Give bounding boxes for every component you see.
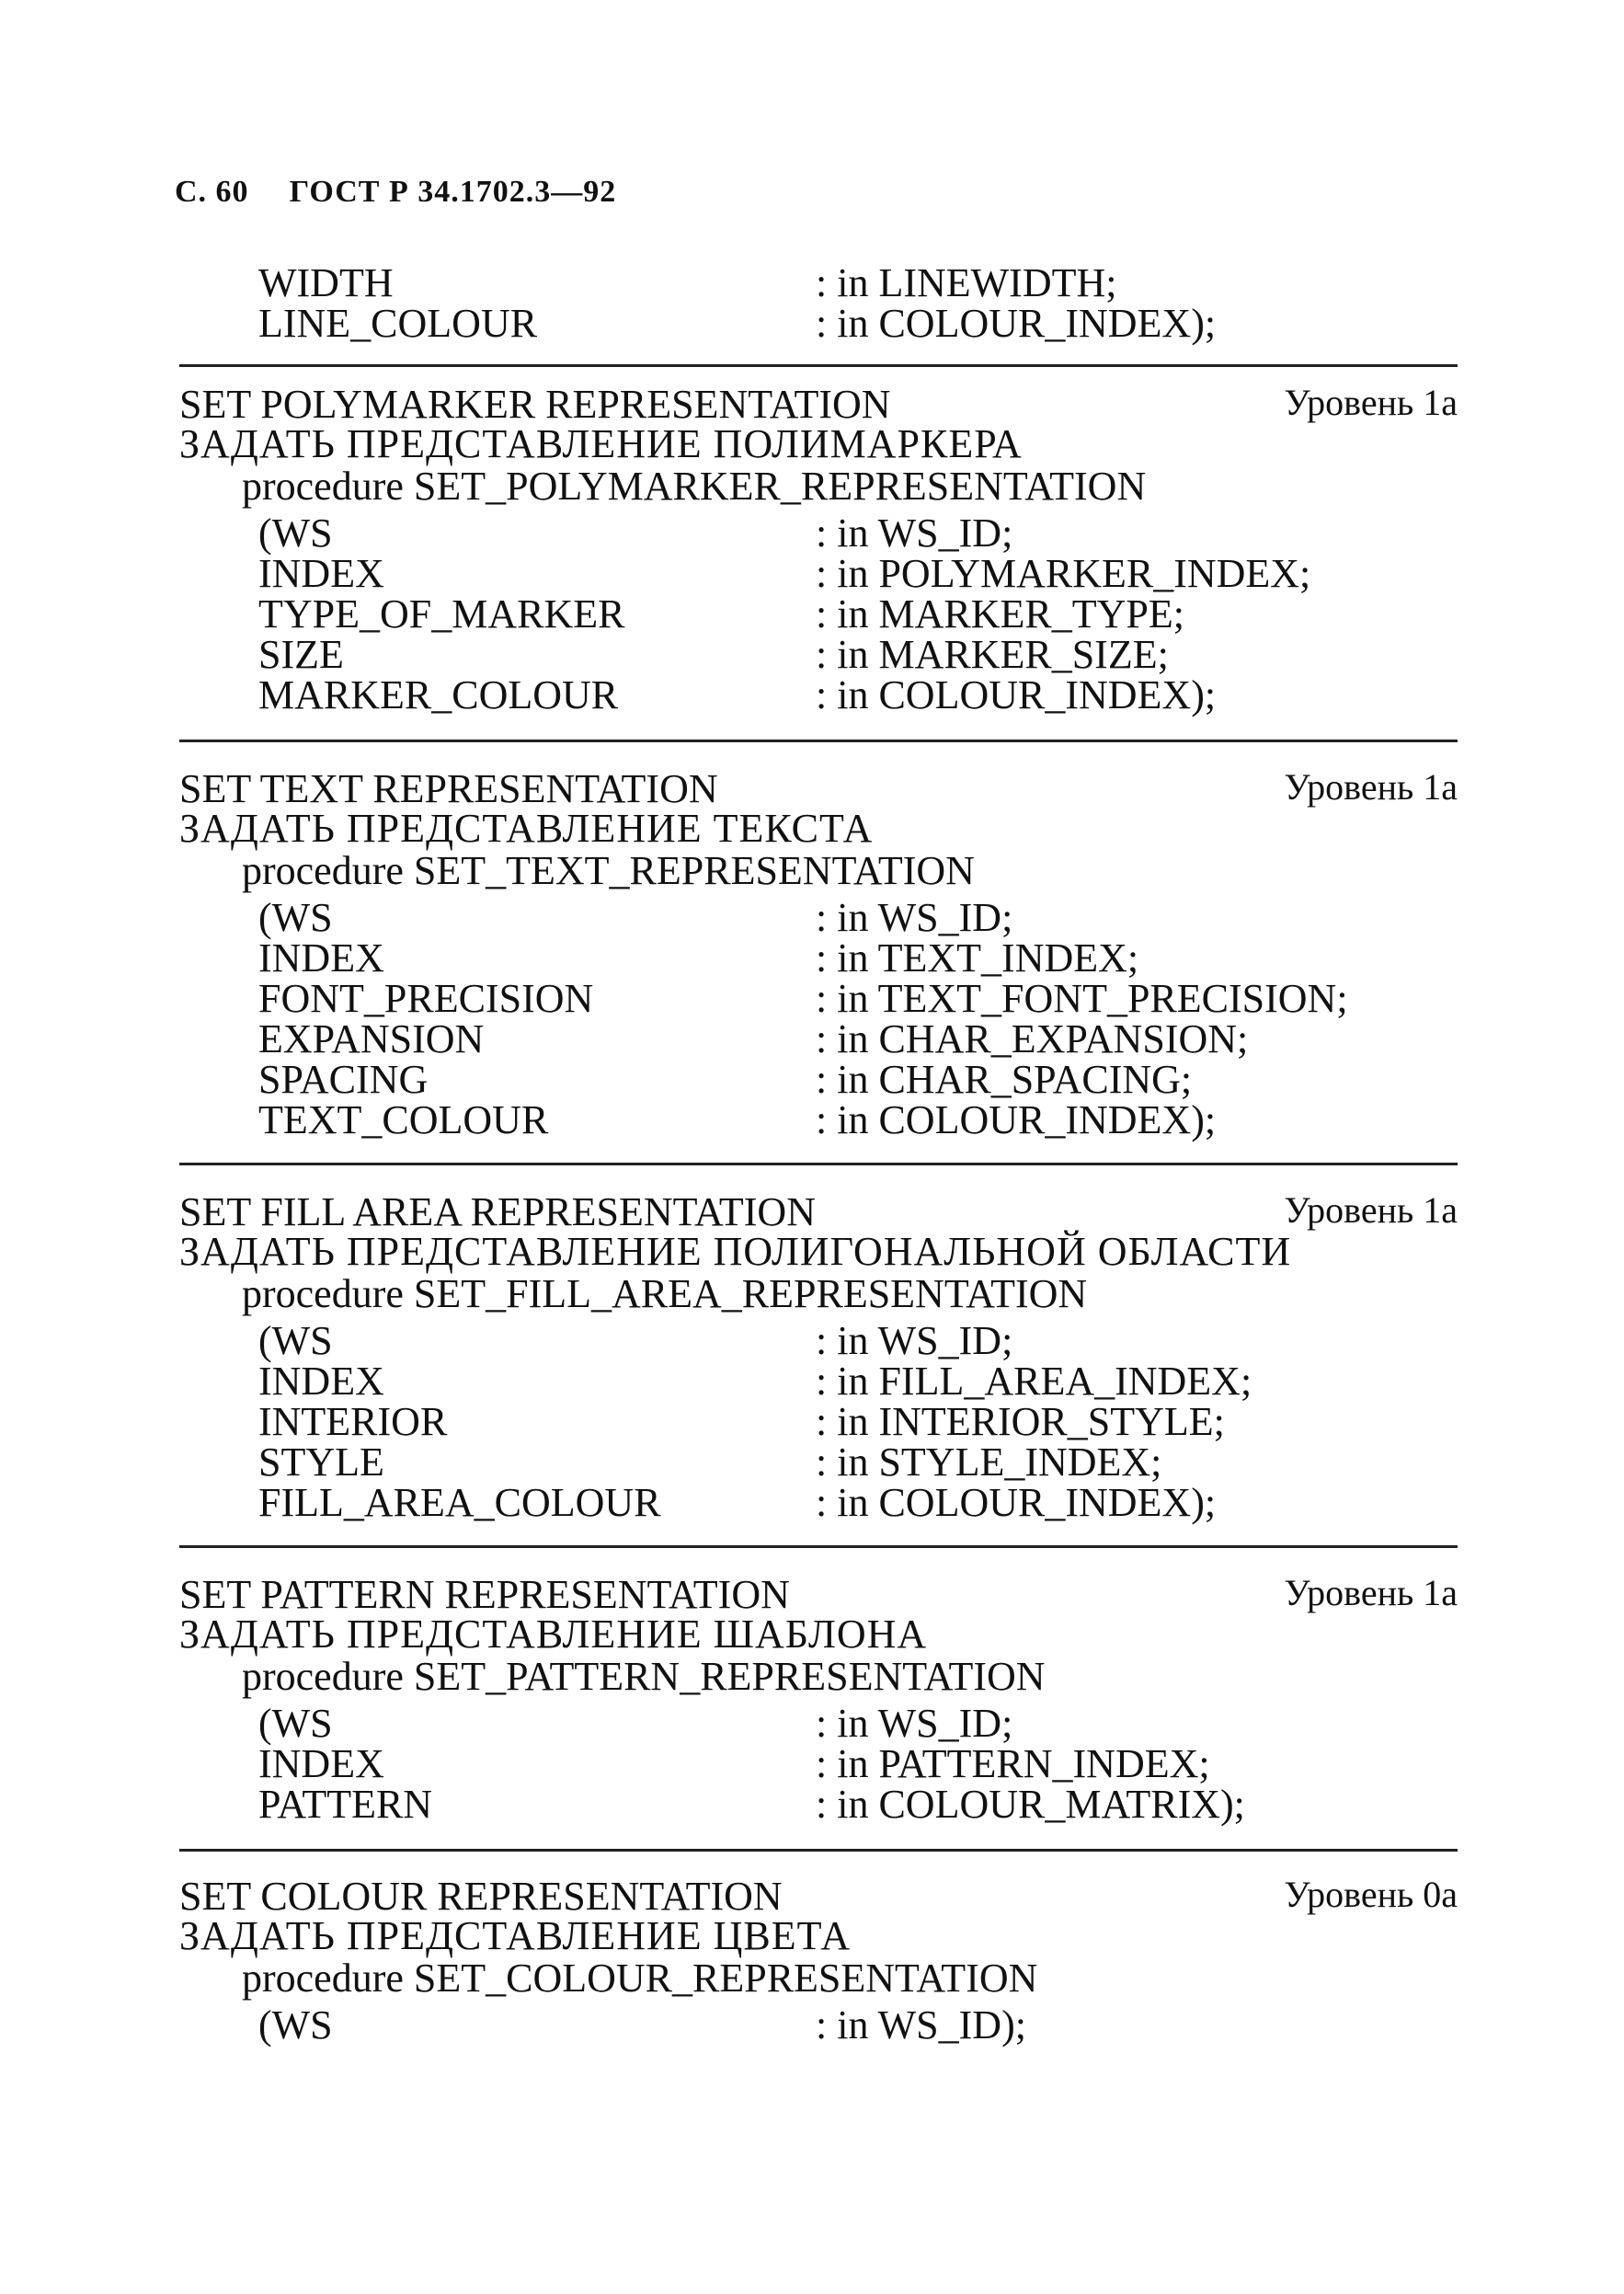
block-title-en: SET POLYMARKER REPRESENTATION xyxy=(179,382,891,427)
block-title-ru: ЗАДАТЬ ПРЕДСТАВЛЕНИЕ ЦВЕТА xyxy=(179,1913,852,1958)
param-name: (WS xyxy=(258,510,333,556)
param-row xyxy=(179,550,1458,596)
block-title-row xyxy=(179,765,1458,811)
param-type: : in LINEWIDTH; xyxy=(816,260,1117,305)
param-name: INDEX xyxy=(258,1741,384,1786)
param-row xyxy=(179,1096,1458,1142)
param-type: : in COLOUR_INDEX); xyxy=(816,301,1217,346)
procedure-signature: procedure SET_TEXT_REPRESENTATION xyxy=(242,848,975,893)
level-label: Уровень 1а xyxy=(1284,766,1458,808)
param-name: INDEX xyxy=(258,551,384,596)
param-list xyxy=(179,2002,1458,2047)
param-name: LINE_COLOUR xyxy=(258,301,538,346)
procedure-signature: procedure SET_PATTERN_REPRESENTATION xyxy=(242,1654,1046,1699)
param-name: (WS xyxy=(258,1318,333,1363)
block-title-en: SET FILL AREA REPRESENTATION xyxy=(179,1189,816,1234)
block-title-row xyxy=(179,1571,1458,1617)
param-list xyxy=(179,510,1458,717)
param-type: : in COLOUR_INDEX); xyxy=(816,1480,1217,1525)
param-row xyxy=(179,591,1458,637)
procedure-block xyxy=(179,381,1458,717)
divider xyxy=(179,1163,1458,1165)
param-type: : in STYLE_INDEX; xyxy=(816,1439,1162,1485)
param-row xyxy=(179,894,1458,940)
param-row xyxy=(179,671,1458,717)
param-type: : in FILL_AREA_INDEX; xyxy=(816,1359,1252,1404)
divider xyxy=(179,740,1458,742)
divider xyxy=(179,1545,1458,1548)
param-row xyxy=(179,631,1458,677)
param-type: : in PATTERN_INDEX; xyxy=(816,1741,1210,1786)
block-title-row xyxy=(179,381,1458,427)
block-title-en: SET COLOUR REPRESENTATION xyxy=(179,1874,783,1919)
block-title-ru: ЗАДАТЬ ПРЕДСТАВЛЕНИЕ ПОЛИГОНАЛЬНОЙ ОБЛАСТИ xyxy=(179,1229,1292,1274)
param-row xyxy=(179,1479,1458,1525)
block-title-ru: ЗАДАТЬ ПРЕДСТАВЛЕНИЕ ШАБЛОНА xyxy=(179,1612,928,1657)
param-type: : in COLOUR_INDEX); xyxy=(816,1097,1217,1142)
param-row xyxy=(179,1015,1458,1061)
param-type: : in INTERIOR_STYLE; xyxy=(816,1399,1225,1444)
level-label: Уровень 1а xyxy=(1284,1572,1458,1613)
procedure-signature: procedure SET_POLYMARKER_REPRESENTATION xyxy=(242,464,1147,509)
param-name: INDEX xyxy=(258,1359,384,1404)
param-type: : in POLYMARKER_INDEX; xyxy=(816,551,1311,596)
param-name: MARKER_COLOUR xyxy=(258,672,619,717)
divider xyxy=(179,1849,1458,1852)
param-type: : in MARKER_SIZE; xyxy=(816,632,1169,677)
param-name: (WS xyxy=(258,1701,333,1746)
param-name: EXPANSION xyxy=(258,1016,485,1061)
continuation-params xyxy=(179,258,1458,346)
param-type: : in WS_ID; xyxy=(816,895,1013,940)
param-name: FONT_PRECISION xyxy=(258,976,594,1021)
param-type: : in TEXT_FONT_PRECISION; xyxy=(816,976,1348,1021)
param-row xyxy=(179,1439,1458,1485)
block-title-row xyxy=(179,1188,1458,1234)
param-type: : in CHAR_SPACING; xyxy=(816,1057,1193,1102)
param-row xyxy=(179,259,1458,305)
procedure-block xyxy=(179,1873,1458,2047)
param-type: : in WS_ID; xyxy=(816,1701,1013,1746)
param-row xyxy=(179,300,1458,346)
page-header xyxy=(175,175,657,210)
param-type: : in CHAR_EXPANSION; xyxy=(816,1016,1249,1061)
param-name: (WS xyxy=(258,2002,333,2047)
procedure-block xyxy=(179,1188,1458,1525)
param-row xyxy=(179,1398,1458,1444)
param-row xyxy=(179,975,1458,1021)
param-row xyxy=(179,1056,1458,1102)
param-type: : in WS_ID; xyxy=(816,1318,1013,1363)
block-title-ru: ЗАДАТЬ ПРЕДСТАВЛЕНИЕ ПОЛИМАРКЕРА xyxy=(179,421,1023,466)
procedure-block xyxy=(179,765,1458,1142)
param-list xyxy=(179,1700,1458,1827)
level-label: Уровень 1а xyxy=(1284,382,1458,423)
block-title-en: SET PATTERN REPRESENTATION xyxy=(179,1572,790,1617)
param-name: SPACING xyxy=(258,1057,429,1102)
param-name: FILL_AREA_COLOUR xyxy=(258,1480,661,1525)
param-row xyxy=(179,1740,1458,1786)
param-row xyxy=(179,2002,1458,2047)
param-list xyxy=(179,1317,1458,1525)
param-name: INDEX xyxy=(258,935,384,981)
param-row xyxy=(179,1317,1458,1363)
param-row xyxy=(179,1700,1458,1746)
standard-title: ГОСТ Р 34.1702.3—92 xyxy=(289,175,617,209)
param-row xyxy=(179,935,1458,981)
param-name: SIZE xyxy=(258,632,344,677)
procedure-signature: procedure SET_COLOUR_REPRESENTATION xyxy=(242,1956,1038,2001)
block-title-row xyxy=(179,1873,1458,1919)
param-name: WIDTH xyxy=(258,260,394,305)
param-row xyxy=(179,1781,1458,1827)
block-title-en: SET TEXT REPRESENTATION xyxy=(179,766,718,811)
param-name: PATTERN xyxy=(258,1782,433,1827)
param-row xyxy=(179,1358,1458,1404)
param-name: INTERIOR xyxy=(258,1399,448,1444)
param-name: TYPE_OF_MARKER xyxy=(258,591,625,637)
block-title-ru: ЗАДАТЬ ПРЕДСТАВЛЕНИЕ ТЕКСТА xyxy=(179,806,874,851)
procedure-signature: procedure SET_FILL_AREA_REPRESENTATION xyxy=(242,1271,1088,1316)
param-name: (WS xyxy=(258,895,333,940)
procedure-block xyxy=(179,1571,1458,1827)
param-type: : in TEXT_INDEX; xyxy=(816,935,1139,981)
param-type: : in COLOUR_MATRIX); xyxy=(816,1782,1245,1827)
divider xyxy=(179,364,1458,367)
param-type: : in MARKER_TYPE; xyxy=(816,591,1184,637)
param-list xyxy=(179,259,1458,346)
param-type: : in COLOUR_INDEX); xyxy=(816,672,1217,717)
param-type: : in WS_ID); xyxy=(816,2002,1026,2047)
param-list xyxy=(179,894,1458,1142)
param-type: : in WS_ID; xyxy=(816,510,1013,556)
level-label: Уровень 0а xyxy=(1284,1874,1458,1915)
page-number: С. 60 xyxy=(175,175,249,209)
param-name: TEXT_COLOUR xyxy=(258,1097,549,1142)
param-name: STYLE xyxy=(258,1439,384,1485)
param-row xyxy=(179,510,1458,556)
level-label: Уровень 1а xyxy=(1284,1189,1458,1231)
